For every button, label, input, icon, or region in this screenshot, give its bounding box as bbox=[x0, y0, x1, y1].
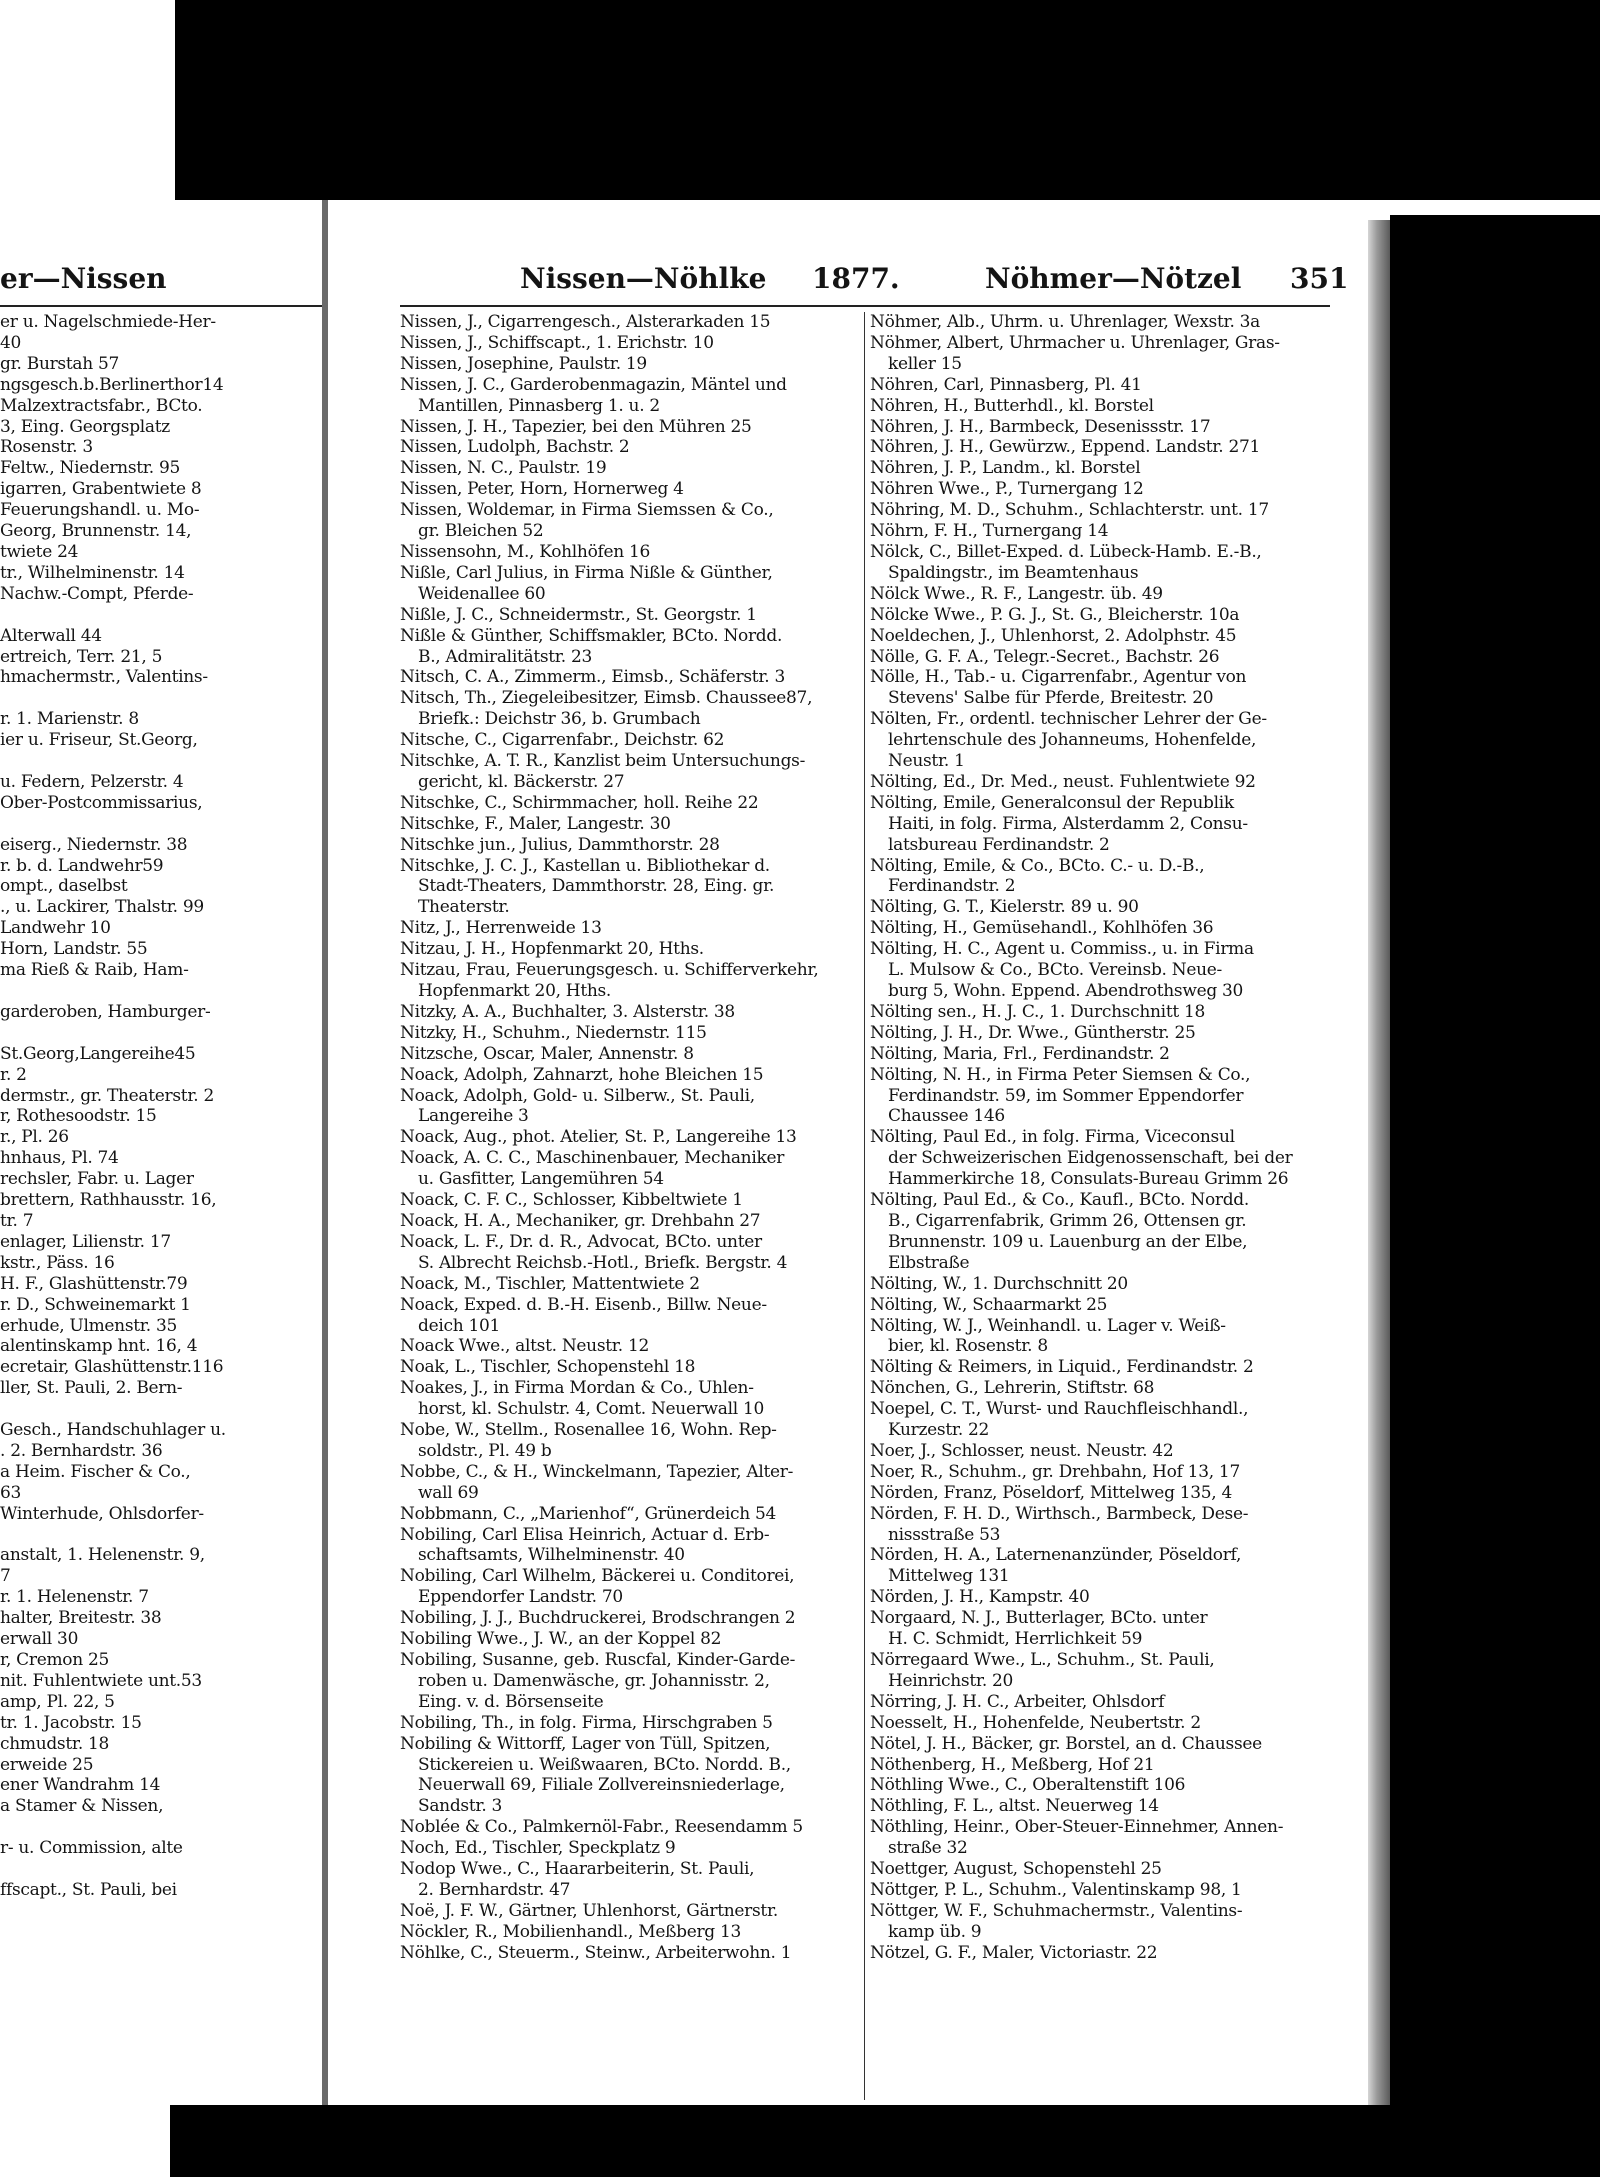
directory-entry: halter, Breitestr. 38 bbox=[0, 1608, 162, 1629]
directory-entry: Horn, Landstr. 55 bbox=[0, 939, 148, 960]
directory-entry: Nölting, Maria, Frl., Ferdinandstr. 2 bbox=[870, 1043, 1170, 1064]
directory-entry: garderoben, Hamburger- bbox=[0, 1001, 211, 1022]
directory-entry: Nöttger, P. L., Schuhm., Valentinskamp 98, 1 bbox=[870, 1879, 1242, 1900]
directory-entry: Nöhmer, Alb., Uhrm. u. Uhrenlager, Wexstr. 3a bbox=[870, 312, 1261, 332]
directory-entry: Nobiling & Wittorff, Lager von Tüll, Spitzen, bbox=[400, 1733, 771, 1754]
directory-entry: ompt., daselbst bbox=[0, 876, 128, 897]
directory-entry: gr. Burstah 57 bbox=[0, 353, 119, 374]
directory-entry: burg 5, Wohn. Eppend. Abendrothsweg 30 bbox=[888, 981, 1244, 1001]
directory-entry: Nobbe, C., & H., Winckelmann, Tapezier, Alter- bbox=[400, 1461, 794, 1482]
directory-entry: eiserg., Niedernstr. 38 bbox=[0, 834, 188, 855]
directory-entry: Elbstraße bbox=[888, 1252, 970, 1273]
directory-entry: Landwehr 10 bbox=[0, 918, 111, 939]
directory-entry: horst, kl. Schulstr. 4, Comt. Neuerwall 10 bbox=[418, 1399, 765, 1420]
directory-entry: enlager, Lilienstr. 17 bbox=[0, 1231, 171, 1252]
directory-entry: keller 15 bbox=[888, 353, 962, 374]
scan-border-bottom bbox=[0, 2105, 1600, 2177]
directory-entry: Noack, Aug., phot. Atelier, St. P., Langereihe 13 bbox=[400, 1127, 797, 1148]
directory-entry: Noë, J. F. W., Gärtner, Uhlenhorst, Gärtnerstr. bbox=[400, 1900, 779, 1921]
directory-entry: Nöckler, R., Mobilienhandl., Meßberg 13 bbox=[400, 1921, 742, 1942]
directory-entry: alentinskamp hnt. 16, 4 bbox=[0, 1336, 198, 1357]
directory-entry: r. 1. Helenenstr. 7 bbox=[0, 1587, 149, 1608]
directory-entry: Nissen, Peter, Horn, Hornerweg 4 bbox=[400, 479, 684, 500]
directory-entry bbox=[0, 981, 320, 1002]
directory-entry: wall 69 bbox=[418, 1482, 479, 1503]
directory-entry: Noettger, August, Schopenstehl 25 bbox=[870, 1859, 1162, 1880]
directory-entry: Nissen, J., Cigarrengesch., Alsterarkaden 15 bbox=[400, 312, 771, 332]
scan-border-bottom-gap bbox=[0, 2105, 170, 2177]
directory-entry bbox=[0, 751, 320, 772]
directory-entry: Briefk.: Deichstr 36, b. Grumbach bbox=[418, 709, 701, 730]
directory-entry: Nitschke, C., Schirmmacher, holl. Reihe 22 bbox=[400, 792, 759, 813]
directory-entry: Nörden, F. H. D., Wirthsch., Barmbeck, Dese- bbox=[870, 1503, 1249, 1524]
directory-entry: Haiti, in folg. Firma, Alsterdamm 2, Consu- bbox=[888, 813, 1248, 834]
directory-entry: gr. Bleichen 52 bbox=[418, 521, 544, 542]
directory-entry: Nölting, W., 1. Durchschnitt 20 bbox=[870, 1273, 1128, 1294]
directory-entry: Brunnenstr. 109 u. Lauenburg an der Elbe, bbox=[888, 1231, 1248, 1252]
directory-entry: r. D., Schweinemarkt 1 bbox=[0, 1294, 191, 1315]
directory-entry: Chaussee 146 bbox=[888, 1106, 1005, 1127]
directory-entry: Nölting, H., Gemüsehandl., Kohlhöfen 36 bbox=[870, 918, 1214, 939]
directory-entry bbox=[0, 1399, 320, 1420]
directory-entry: Nölle, H., Tab.- u. Cigarrenfabr., Agentur von bbox=[870, 667, 1247, 688]
directory-entry: Nissen, Woldemar, in Firma Siemssen & Co., bbox=[400, 500, 774, 521]
directory-entry: H. C. Schmidt, Herrlichkeit 59 bbox=[888, 1629, 1143, 1650]
directory-entry: Nissen, Ludolph, Bachstr. 2 bbox=[400, 437, 630, 458]
directory-entry: straße 32 bbox=[888, 1838, 968, 1859]
directory-entry: Nobiling, Susanne, geb. Ruscfal, Kinder-Garde- bbox=[400, 1650, 796, 1670]
directory-entry: Nitzau, J. H., Hopfenmarkt 20, Hths. bbox=[400, 939, 704, 960]
directory-entry: r, Cremon 25 bbox=[0, 1650, 110, 1670]
directory-entry: anstalt, 1. Helenenstr. 9, bbox=[0, 1545, 205, 1566]
directory-entry: Eing. v. d. Börsenseite bbox=[418, 1691, 604, 1712]
directory-entry bbox=[0, 1023, 320, 1044]
directory-entry: ier u. Friseur, St.Georg, bbox=[0, 730, 198, 751]
directory-entry: Stickereien u. Weißwaaren, BCto. Nordd. B., bbox=[418, 1754, 791, 1775]
directory-entry: Nölting sen., H. J. C., 1. Durchschnitt 18 bbox=[870, 1001, 1206, 1022]
directory-entry: Nölting, Paul Ed., in folg. Firma, Viceconsul bbox=[870, 1127, 1235, 1148]
directory-entry: Noack, Adolph, Zahnarzt, hohe Bleichen 15 bbox=[400, 1064, 764, 1085]
directory-entry: Noack, A. C. C., Maschinenbauer, Mechaniker bbox=[400, 1148, 785, 1169]
directory-entry: u. Federn, Pelzerstr. 4 bbox=[0, 771, 184, 792]
directory-entry: tr. 7 bbox=[0, 1210, 34, 1231]
left-running-head: er—Nissen bbox=[0, 262, 167, 295]
directory-entry: Noack, Adolph, Gold- u. Silberw., St. Pauli, bbox=[400, 1085, 755, 1106]
directory-entry: Nötzel, G. F., Maler, Victoriastr. 22 bbox=[870, 1942, 1158, 1963]
directory-entry: Nölting, J. H., Dr. Wwe., Güntherstr. 25 bbox=[870, 1022, 1196, 1043]
directory-entry: H. F., Glashüttenstr.79 bbox=[0, 1273, 188, 1294]
directory-entry: amp, Pl. 22, 5 bbox=[0, 1691, 115, 1712]
directory-entry: Nachw.-Compt, Pferde- bbox=[0, 583, 194, 604]
directory-entry: Nölting, Paul Ed., & Co., Kaufl., BCto. Nordd. bbox=[870, 1190, 1249, 1211]
page-number: 351 bbox=[1290, 262, 1349, 295]
directory-entry: Nöhren, J. H., Barmbeck, Desenissstr. 17 bbox=[870, 416, 1211, 437]
directory-entry bbox=[0, 1525, 320, 1546]
directory-entry: Theaterstr. bbox=[418, 897, 510, 918]
left-head-rule bbox=[0, 305, 322, 307]
directory-entry: nit. Fuhlentwiete unt.53 bbox=[0, 1670, 202, 1691]
directory-entry: a Heim. Fischer & Co., bbox=[0, 1461, 191, 1482]
page-edge-shadow bbox=[1368, 220, 1390, 2110]
directory-entry: ma Rieß & Raib, Ham- bbox=[0, 960, 189, 981]
directory-entry: Nitsche, C., Cigarrenfabr., Deichstr. 62 bbox=[400, 730, 725, 751]
directory-entry: Alterwall 44 bbox=[0, 625, 102, 646]
directory-entry: Nönchen, G., Lehrerin, Stiftstr. 68 bbox=[870, 1378, 1155, 1399]
directory-entry: Neuerwall 69, Filiale Zollvereinsniederlage, bbox=[418, 1775, 785, 1796]
directory-entry bbox=[0, 688, 320, 709]
directory-entry: Nörden, J. H., Kampstr. 40 bbox=[870, 1587, 1090, 1608]
directory-entry: Nörden, H. A., Laternenanzünder, Pöseldorf, bbox=[870, 1545, 1242, 1566]
directory-entry: Nöthling, Heinr., Ober-Steuer-Einnehmer, Annen- bbox=[870, 1817, 1284, 1838]
directory-entry: Nölting, G. T., Kielerstr. 89 u. 90 bbox=[870, 897, 1139, 918]
directory-entry: Noack Wwe., altst. Neustr. 12 bbox=[400, 1336, 649, 1357]
directory-entry: Ferdinandstr. 2 bbox=[888, 876, 1016, 897]
directory-entry: lehrtenschule des Johanneums, Hohenfelde, bbox=[888, 730, 1257, 751]
directory-entry: 40 bbox=[0, 332, 22, 353]
directory-entry: gericht, kl. Bäckerstr. 27 bbox=[418, 771, 625, 792]
directory-entry: Rosenstr. 3 bbox=[0, 437, 93, 458]
left-column-fragment bbox=[0, 312, 320, 2102]
directory-entry: Nölting, Emile, & Co., BCto. C.- u. D.-B., bbox=[870, 855, 1205, 876]
directory-entry: Noeldechen, J., Uhlenhorst, 2. Adolphstr. 45 bbox=[870, 625, 1237, 646]
directory-entry: Nölting & Reimers, in Liquid., Ferdinandstr. 2 bbox=[870, 1357, 1254, 1378]
directory-entry: chmudstr. 18 bbox=[0, 1733, 110, 1754]
directory-entry: ., u. Lackirer, Thalstr. 99 bbox=[0, 897, 204, 918]
directory-entry: Nölle, G. F. A., Telegr.-Secret., Bachstr. 26 bbox=[870, 646, 1220, 667]
directory-entry: Feltw., Niedernstr. 95 bbox=[0, 458, 180, 479]
directory-entry: Nötel, J. H., Bäcker, gr. Borstel, an d. Chaussee bbox=[870, 1733, 1262, 1754]
directory-entry: Nölting, W. J., Weinhandl. u. Lager v. Weiß- bbox=[870, 1315, 1226, 1336]
directory-entry: nissstraße 53 bbox=[888, 1524, 1001, 1545]
directory-entry: Noch, Ed., Tischler, Speckplatz 9 bbox=[400, 1838, 676, 1859]
directory-entry: Nöhren Wwe., P., Turnergang 12 bbox=[870, 479, 1144, 500]
directory-entry: Noakes, J., in Firma Mordan & Co., Uhlen- bbox=[400, 1378, 754, 1399]
directory-entry: Noer, J., Schlosser, neust. Neustr. 42 bbox=[870, 1440, 1174, 1461]
directory-entry: Noer, R., Schuhm., gr. Drehbahn, Hof 13, 17 bbox=[870, 1461, 1240, 1482]
directory-entry: Spaldingstr., im Beamtenhaus bbox=[888, 562, 1139, 583]
directory-entry: S. Albrecht Reichsb.-Hotl., Briefk. Bergstr. 4 bbox=[418, 1252, 788, 1273]
directory-entry: deich 101 bbox=[418, 1315, 501, 1336]
directory-entry: Nißle & Günther, Schiffsmakler, BCto. Nordd. bbox=[400, 625, 783, 646]
directory-entry: Nörregaard Wwe., L., Schuhm., St. Pauli, bbox=[870, 1650, 1215, 1670]
directory-entry: Stevens' Salbe für Pferde, Breitestr. 20 bbox=[888, 688, 1214, 709]
directory-entry: Norgaard, N. J., Butterlager, BCto. unter bbox=[870, 1608, 1208, 1629]
directory-entry: Nitzky, H., Schuhm., Niedernstr. 115 bbox=[400, 1022, 707, 1043]
directory-entry: Feuerungshandl. u. Mo- bbox=[0, 500, 200, 521]
directory-entry: Nörden, Franz, Pöseldorf, Mittelweg 135, 4 bbox=[870, 1482, 1233, 1503]
directory-entry: ener Wandrahm 14 bbox=[0, 1775, 161, 1796]
directory-entry: Nöttger, W. F., Schuhmachermstr., Valentins- bbox=[870, 1900, 1243, 1921]
middle-column bbox=[400, 312, 858, 2102]
directory-entry: Nöhring, M. D., Schuhm., Schlachterstr. unt. 17 bbox=[870, 500, 1269, 521]
directory-entry bbox=[0, 1817, 320, 1838]
directory-entry: r- u. Commission, alte bbox=[0, 1838, 183, 1859]
directory-entry: r, Rothesoodstr. 15 bbox=[0, 1106, 157, 1127]
directory-entry: Nitsch, C. A., Zimmerm., Eimsb., Schäferstr. 3 bbox=[400, 667, 786, 688]
directory-entry: Nölting, H. C., Agent u. Commiss., u. in Firma bbox=[870, 939, 1254, 960]
directory-entry bbox=[0, 814, 320, 835]
directory-entry: 63 bbox=[0, 1482, 22, 1503]
directory-entry: Nöthling Wwe., C., Oberaltenstift 106 bbox=[870, 1775, 1186, 1796]
directory-entry: Nobiling, Th., in folg. Firma, Hirschgraben 5 bbox=[400, 1712, 773, 1733]
directory-entry: Ober-Postcommissarius, bbox=[0, 792, 203, 813]
directory-entry: erhude, Ulmenstr. 35 bbox=[0, 1315, 177, 1336]
directory-entry: Malzextractsfabr., BCto. bbox=[0, 395, 203, 416]
directory-entry: Nölting, N. H., in Firma Peter Siemsen & Co., bbox=[870, 1064, 1251, 1085]
directory-entry: rechsler, Fabr. u. Lager bbox=[0, 1169, 194, 1190]
directory-entry: Nitschke, A. T. R., Kanzlist beim Untersuchungs- bbox=[400, 751, 806, 772]
directory-entry: Langereihe 3 bbox=[418, 1106, 529, 1127]
directory-entry: Nitz, J., Herrenweide 13 bbox=[400, 918, 602, 939]
directory-entry: Noack, Exped. d. B.-H. Eisenb., Billw. Neue- bbox=[400, 1294, 767, 1315]
directory-entry: Noack, M., Tischler, Mattentwiete 2 bbox=[400, 1273, 700, 1294]
directory-entry: St.Georg,Langereihe45 bbox=[0, 1043, 196, 1064]
directory-entry: Stadt-Theaters, Dammthorstr. 28, Eing. gr. bbox=[418, 876, 775, 897]
directory-entry: Nobiling, J. J., Buchdruckerei, Brodschrangen 2 bbox=[400, 1608, 796, 1629]
directory-entry: tr., Wilhelminenstr. 14 bbox=[0, 562, 185, 583]
directory-entry: Gesch., Handschuhlager u. bbox=[0, 1420, 226, 1441]
directory-entry: Nitschke jun., Julius, Dammthorstr. 28 bbox=[400, 834, 720, 855]
scan-border-top-gap bbox=[0, 0, 175, 200]
directory-entry: Nölck Wwe., R. F., Langestr. üb. 49 bbox=[870, 583, 1163, 604]
directory-entry: Heinrichstr. 20 bbox=[888, 1670, 1014, 1691]
directory-entry: Noesselt, H., Hohenfelde, Neubertstr. 2 bbox=[870, 1712, 1201, 1733]
right-column bbox=[870, 312, 1328, 2102]
directory-entry: B., Admiralitätstr. 23 bbox=[418, 646, 593, 667]
directory-entry: Nobiling, Carl Wilhelm, Bäckerei u. Conditorei, bbox=[400, 1566, 795, 1587]
directory-entry: Noack, L. F., Dr. d. R., Advocat, BCto. unter bbox=[400, 1231, 762, 1252]
directory-entry: Nitsch, Th., Ziegeleibesitzer, Eimsb. Chaussee87, bbox=[400, 688, 813, 709]
directory-entry: er u. Nagelschmiede-Her- bbox=[0, 312, 216, 332]
center-running-head: Nissen—Nöhlke bbox=[520, 262, 767, 295]
directory-entry: Noepel, C. T., Wurst- und Rauchfleischhandl., bbox=[870, 1399, 1249, 1420]
directory-entry: ertreich, Terr. 21, 5 bbox=[0, 646, 163, 667]
directory-entry: r., Pl. 26 bbox=[0, 1127, 69, 1148]
directory-entry: erwall 30 bbox=[0, 1629, 79, 1650]
directory-entry: Nobiling Wwe., J. W., an der Koppel 82 bbox=[400, 1629, 722, 1650]
directory-entry: L. Mulsow & Co., BCto. Vereinsb. Neue- bbox=[888, 960, 1222, 981]
directory-entry: ngsgesch.b.Berlinerthor14 bbox=[0, 374, 224, 395]
directory-entry: Nissen, Josephine, Paulstr. 19 bbox=[400, 353, 647, 374]
directory-entry: bier, kl. Rosenstr. 8 bbox=[888, 1336, 1048, 1357]
directory-entry: r. b. d. Landwehr59 bbox=[0, 855, 164, 876]
directory-entry: 7 bbox=[0, 1566, 11, 1587]
directory-entry: Nöhren, J. H., Gewürzw., Eppend. Landstr. 271 bbox=[870, 437, 1261, 458]
directory-entry: Noack, H. A., Mechaniker, gr. Drehbahn 27 bbox=[400, 1210, 761, 1231]
directory-entry: Sandstr. 3 bbox=[418, 1796, 503, 1817]
directory-entry: Nörring, J. H. C., Arbeiter, Ohlsdorf bbox=[870, 1691, 1165, 1712]
directory-entry: soldstr., Pl. 49 b bbox=[418, 1440, 552, 1461]
directory-entry: r. 2 bbox=[0, 1064, 27, 1085]
directory-entry: 3, Eing. Georgsplatz bbox=[0, 416, 170, 437]
directory-entry: ller, St. Pauli, 2. Bern- bbox=[0, 1378, 183, 1399]
directory-entry: Nöhmer, Albert, Uhrmacher u. Uhrenlager, Gras- bbox=[870, 332, 1280, 353]
directory-entry: Nissen, J., Schiffscapt., 1. Erichstr. 10 bbox=[400, 332, 714, 353]
directory-entry: Nölting, W., Schaarmarkt 25 bbox=[870, 1294, 1108, 1315]
directory-entry: igarren, Grabentwiete 8 bbox=[0, 479, 202, 500]
directory-entry: Nöthling, F. L., altst. Neuerweg 14 bbox=[870, 1796, 1159, 1817]
directory-entry: Nodop Wwe., C., Haararbeiterin, St. Pauli, bbox=[400, 1859, 755, 1880]
directory-entry: ffscapt., St. Pauli, bei bbox=[0, 1879, 177, 1900]
directory-entry: erweide 25 bbox=[0, 1754, 94, 1775]
directory-entry: Ferdinandstr. 59, im Sommer Eppendorfer bbox=[888, 1085, 1244, 1106]
right-running-head: Nöhmer—Nötzel bbox=[985, 262, 1242, 295]
directory-entry: Nißle, Carl Julius, in Firma Nißle & Günther, bbox=[400, 562, 773, 583]
directory-entry: Nissen, N. C., Paulstr. 19 bbox=[400, 458, 607, 479]
directory-entry: Weidenallee 60 bbox=[418, 583, 546, 604]
directory-entry bbox=[0, 605, 320, 626]
directory-entry: a Stamer & Nissen, bbox=[0, 1796, 164, 1817]
directory-entry: Nitzau, Frau, Feuerungsgesch. u. Schifferverkehr, bbox=[400, 960, 819, 981]
directory-entry: u. Gasfitter, Langemühren 54 bbox=[418, 1169, 664, 1190]
directory-entry: ecretair, Glashüttenstr.116 bbox=[0, 1357, 224, 1378]
directory-entry: Nöthenberg, H., Meßberg, Hof 21 bbox=[870, 1754, 1155, 1775]
directory-entry: Noblée & Co., Palmkernöl-Fabr., Reesendamm 5 bbox=[400, 1817, 803, 1838]
directory-entry: kstr., Päss. 16 bbox=[0, 1252, 115, 1273]
directory-entry: Neustr. 1 bbox=[888, 751, 965, 772]
directory-entry: tr. 1. Jacobstr. 15 bbox=[0, 1712, 142, 1733]
directory-entry: Nöhren, J. P., Landm., kl. Borstel bbox=[870, 458, 1141, 479]
directory-entry: Eppendorfer Landstr. 70 bbox=[418, 1587, 623, 1608]
directory-entry: Nöhren, H., Butterhdl., kl. Borstel bbox=[870, 395, 1154, 416]
directory-entry: Nitzsche, Oscar, Maler, Annenstr. 8 bbox=[400, 1043, 694, 1064]
directory-entry: Kurzestr. 22 bbox=[888, 1420, 990, 1441]
directory-entry: Nißle, J. C., Schneidermstr., St. Georgstr. 1 bbox=[400, 604, 757, 625]
directory-entry: Nissen, J. H., Tapezier, bei den Mühren 25 bbox=[400, 416, 752, 437]
directory-entry: Noack, C. F. C., Schlosser, Kibbeltwiete 1 bbox=[400, 1190, 743, 1211]
directory-entry: brettern, Rathhausstr. 16, bbox=[0, 1190, 217, 1211]
year-heading: 1877. bbox=[812, 262, 900, 295]
directory-entry: Nölten, Fr., ordentl. technischer Lehrer der Ge- bbox=[870, 709, 1267, 730]
directory-entry: Georg, Brunnenstr. 14, bbox=[0, 521, 192, 542]
directory-entry: Nobe, W., Stellm., Rosenallee 16, Wohn. Rep- bbox=[400, 1420, 777, 1441]
directory-entry: Nissen, J. C., Garderobenmagazin, Mäntel und bbox=[400, 374, 787, 395]
scan-border-right bbox=[1390, 215, 1600, 2177]
directory-entry: Nölcke Wwe., P. G. J., St. G., Bleicherstr. 10a bbox=[870, 604, 1240, 625]
directory-entry: B., Cigarrenfabrik, Grimm 26, Ottensen gr. bbox=[888, 1210, 1247, 1231]
directory-entry: Noak, L., Tischler, Schopenstehl 18 bbox=[400, 1357, 696, 1378]
directory-entry: 2. Bernhardstr. 47 bbox=[418, 1879, 571, 1900]
directory-entry: r. 1. Marienstr. 8 bbox=[0, 709, 139, 730]
directory-entry: Nobbmann, C., „Marienhof“, Grünerdeich 54 bbox=[400, 1503, 777, 1524]
directory-entry: Mittelweg 131 bbox=[888, 1566, 1010, 1587]
directory-entry: Nitschke, J. C. J., Kastellan u. Bibliothekar d. bbox=[400, 855, 770, 876]
directory-entry: . 2. Bernhardstr. 36 bbox=[0, 1440, 163, 1461]
directory-entry: Nöhrn, F. H., Turnergang 14 bbox=[870, 521, 1109, 542]
directory-entry: Hopfenmarkt 20, Hths. bbox=[418, 981, 612, 1001]
directory-entry: kamp üb. 9 bbox=[888, 1921, 982, 1942]
directory-entry: schaftsamts, Wilhelminenstr. 40 bbox=[418, 1545, 685, 1566]
directory-entry: Nitschke, F., Maler, Langestr. 30 bbox=[400, 813, 671, 834]
directory-entry: dermstr., gr. Theaterstr. 2 bbox=[0, 1085, 215, 1106]
directory-entry: Nölck, C., Billet-Exped. d. Lübeck-Hamb. E.-B., bbox=[870, 541, 1262, 562]
directory-entry: Nölting, Emile, Generalconsul der Republik bbox=[870, 792, 1234, 813]
scan-border-top bbox=[0, 0, 1600, 200]
directory-entry: twiete 24 bbox=[0, 541, 79, 562]
directory-entry: Hammerkirche 18, Consulats-Bureau Grimm 26 bbox=[888, 1169, 1289, 1190]
directory-entry: roben u. Damenwäsche, gr. Johannisstr. 2, bbox=[418, 1670, 770, 1691]
directory-entry: latsbureau Ferdinandstr. 2 bbox=[888, 834, 1110, 855]
directory-entry: Nobiling, Carl Elisa Heinrich, Actuar d. Erb- bbox=[400, 1524, 770, 1545]
right-head-rule bbox=[400, 305, 1330, 307]
directory-entry: Nitzky, A. A., Buchhalter, 3. Alsterstr. 38 bbox=[400, 1001, 735, 1022]
directory-entry: der Schweizerischen Eidgenossenschaft, bei der bbox=[888, 1148, 1293, 1169]
directory-entry: Nölting, Ed., Dr. Med., neust. Fuhlentwiete 92 bbox=[870, 771, 1256, 792]
directory-entry: hnhaus, Pl. 74 bbox=[0, 1148, 119, 1169]
directory-entry: Nissensohn, M., Kohlhöfen 16 bbox=[400, 541, 651, 562]
directory-entry: Nöhlke, C., Steuerm., Steinw., Arbeiterwohn. 1 bbox=[400, 1942, 792, 1963]
column-rule bbox=[864, 312, 865, 2100]
directory-entry: Mantillen, Pinnasberg 1. u. 2 bbox=[418, 395, 660, 416]
directory-entry: Nöhren, Carl, Pinnasberg, Pl. 41 bbox=[870, 374, 1142, 395]
directory-entry bbox=[0, 1859, 320, 1880]
directory-entry: hmachermstr., Valentins- bbox=[0, 667, 208, 688]
directory-entry: Winterhude, Ohlsdorfer- bbox=[0, 1503, 204, 1524]
